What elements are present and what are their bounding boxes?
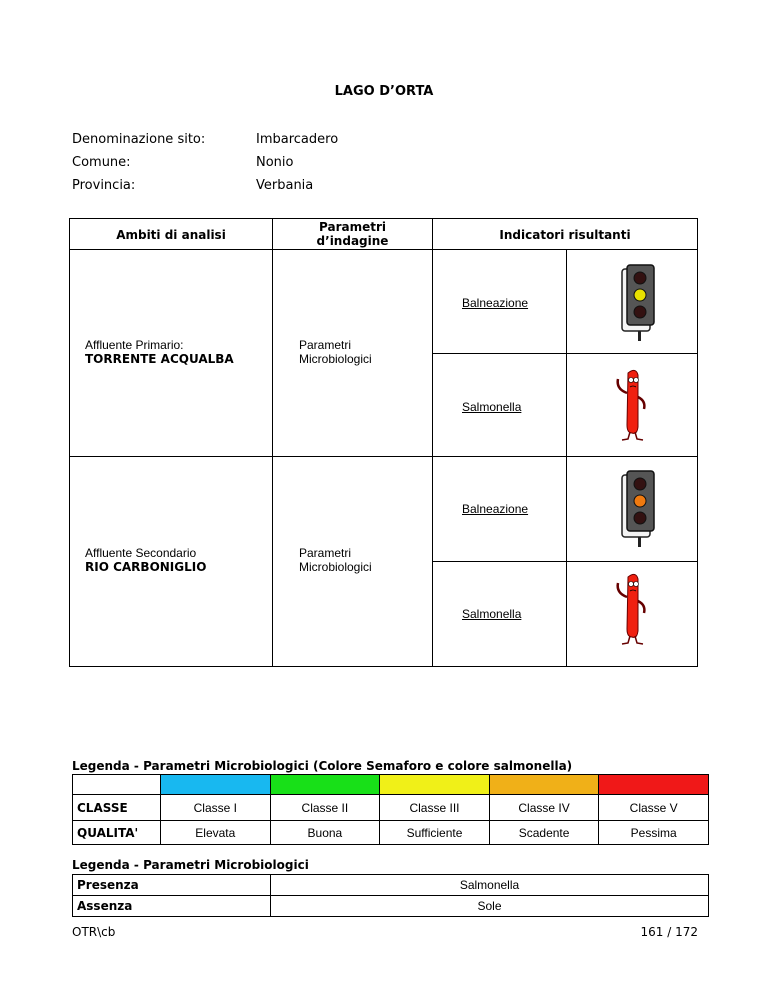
row2-parametri-line2: Microbiologici	[299, 560, 372, 574]
row2-ambito	[85, 546, 206, 574]
row1-parametri-line2: Microbiologici	[299, 352, 372, 366]
legend-color-swatch	[599, 775, 709, 795]
traffic-light-middle	[634, 495, 646, 507]
comune-value: Nonio	[256, 155, 294, 170]
legend-qualita-cell: Pessima	[599, 821, 709, 845]
legend-color-swatch	[161, 775, 271, 795]
legend-presenza-label: Presenza	[73, 875, 271, 896]
provincia-value: Verbania	[256, 178, 314, 193]
header-indicatori: Indicatori risultanti	[499, 228, 631, 242]
legend-assenza-label: Assenza	[73, 896, 271, 917]
denominazione-label: Denominazione sito:	[72, 132, 206, 147]
salmonella-arm-left	[618, 583, 627, 597]
header-ambiti: Ambiti di analisi	[116, 228, 226, 242]
legend-classe-cell: Classe V	[599, 795, 709, 821]
row2-ambito-line2: RIO CARBONIGLIO	[85, 560, 207, 574]
traffic-light-icon	[618, 469, 658, 549]
legend-classe-cell: Classe II	[270, 795, 380, 821]
legend-qualita-cell: Sufficiente	[380, 821, 490, 845]
legend-classe-cell: Classe III	[380, 795, 490, 821]
legend-qualita-row	[73, 821, 709, 845]
header-parametri-line1: Parametri	[319, 220, 386, 234]
legend-qualita-cell: Elevata	[161, 821, 271, 845]
salmonella-icon	[610, 367, 656, 443]
salmonella-eye-left	[629, 582, 634, 587]
legend-color-swatch	[270, 775, 380, 795]
row2-balneazione-link[interactable]: Balneazione	[462, 502, 529, 516]
page-title: LAGO D’ORTA	[334, 84, 434, 99]
col-divider-3	[566, 249, 567, 666]
subrow-divider-1	[432, 353, 697, 354]
header-parametri	[273, 220, 432, 248]
legend-qualita-cell: Buona	[270, 821, 380, 845]
page-number: 161 / 172	[640, 925, 698, 939]
header-divider	[70, 249, 697, 250]
row1-parametri-line1: Parametri	[299, 338, 352, 352]
legend-color-swatch	[489, 775, 599, 795]
row2-salmonella-link[interactable]: Salmonella	[462, 607, 522, 621]
legend-classe-cell: Classe I	[161, 795, 271, 821]
salmonella-arm-right	[638, 601, 644, 613]
legend-classe-cell: Classe IV	[489, 795, 599, 821]
legend-color-row	[73, 775, 709, 795]
row2-ambito-line1: Affluente Secondario	[85, 546, 197, 560]
salmonella-icon	[610, 571, 656, 647]
legend-qualita-label: QUALITA'	[73, 821, 161, 845]
traffic-light-top	[634, 478, 646, 490]
traffic-light-bottom	[634, 306, 646, 318]
legend-classes-title: Legenda - Parametri Microbiologici (Colore Semaforo e colore salmonella)	[72, 759, 573, 773]
subrow-divider-2	[432, 561, 697, 562]
salmonella-eye-left	[629, 378, 634, 383]
legend-color-swatch	[380, 775, 490, 795]
legend-presenza-value: Salmonella	[271, 875, 709, 896]
traffic-light-top	[634, 272, 646, 284]
legend-qualita-cell: Scadente	[489, 821, 599, 845]
legend-presenza-row	[73, 875, 709, 896]
header-parametri-line2: d’indagine	[316, 234, 389, 248]
legend-classe-label: CLASSE	[73, 795, 161, 821]
row1-ambito-line1: Affluente Primario:	[85, 338, 184, 352]
provincia-label: Provincia:	[72, 178, 136, 193]
legend-assenza-value: Sole	[271, 896, 709, 917]
row1-salmonella-link[interactable]: Salmonella	[462, 400, 522, 414]
col-divider-1	[272, 219, 273, 666]
footer-reference: OTR\cb	[72, 925, 116, 939]
salmonella-eye-right	[634, 378, 639, 383]
legend-presence-title: Legenda - Parametri Microbiologici	[72, 858, 309, 872]
row2-parametri	[299, 546, 372, 574]
salmonella-arm-left	[618, 379, 627, 393]
analysis-table	[69, 218, 698, 667]
legend-color-empty	[73, 775, 161, 795]
legend-assenza-row	[73, 896, 709, 917]
legend-classes-table	[72, 774, 709, 845]
traffic-light-bottom	[634, 512, 646, 524]
comune-label: Comune:	[72, 155, 131, 170]
denominazione-value: Imbarcadero	[256, 132, 339, 147]
salmonella-eye-right	[634, 582, 639, 587]
row1-ambito	[85, 338, 234, 366]
salmonella-arm-right	[638, 397, 644, 409]
traffic-light-middle	[634, 289, 646, 301]
row1-balneazione-link[interactable]: Balneazione	[462, 296, 529, 310]
legend-classe-row	[73, 795, 709, 821]
row2-parametri-line1: Parametri	[299, 546, 352, 560]
row-divider	[70, 456, 697, 457]
row1-ambito-line2: TORRENTE ACQUALBA	[85, 352, 234, 366]
row1-parametri	[299, 338, 372, 366]
col-divider-2	[432, 219, 433, 666]
traffic-light-icon	[618, 263, 658, 343]
legend-presence-table	[72, 874, 709, 917]
